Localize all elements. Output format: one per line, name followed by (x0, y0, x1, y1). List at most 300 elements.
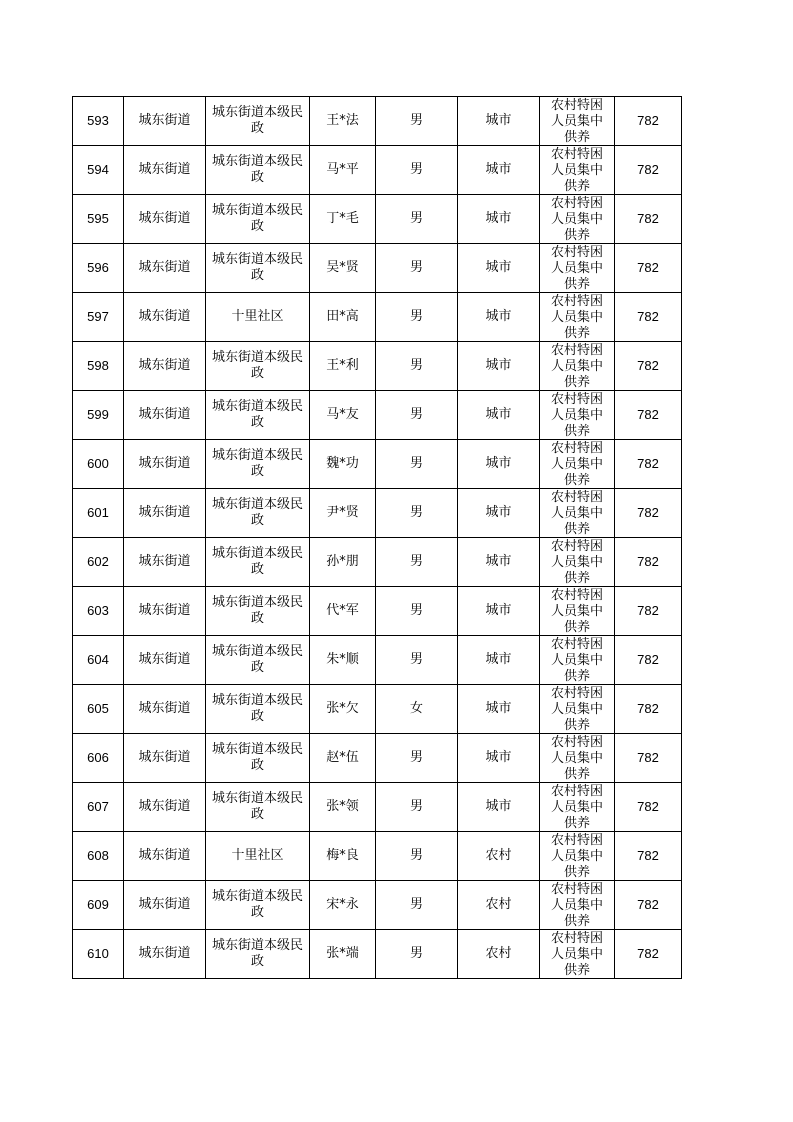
gender-cell (376, 538, 458, 587)
street-cell-text: 城东街道 (138, 554, 191, 569)
street-cell-text: 城东街道 (138, 897, 191, 912)
unit-cell (206, 930, 310, 979)
table-row (73, 146, 682, 195)
subsidy-amount-cell (615, 293, 682, 342)
support-type-cell (540, 391, 615, 440)
name-cell (310, 195, 376, 244)
street-cell-text: 城东街道 (138, 701, 191, 716)
street-cell-text: 城东街道 (138, 456, 191, 471)
gender-cell (376, 783, 458, 832)
subsidy-amount-cell-text: 782 (637, 848, 659, 863)
street-cell (124, 587, 206, 636)
table-row (73, 783, 682, 832)
name-cell-text: 梅*良 (326, 848, 359, 863)
area-cell (458, 391, 540, 440)
area-cell-text: 城市 (485, 750, 512, 765)
area-cell (458, 342, 540, 391)
gender-cell (376, 293, 458, 342)
gender-cell-text: 男 (409, 113, 423, 128)
table-row (73, 685, 682, 734)
street-cell (124, 881, 206, 930)
table-row (73, 538, 682, 587)
street-cell-text: 城东街道 (138, 750, 191, 765)
gender-cell (376, 734, 458, 783)
area-cell (458, 244, 540, 293)
support-type-cell (540, 440, 615, 489)
name-cell (310, 489, 376, 538)
gender-cell-text: 女 (409, 701, 423, 716)
street-cell-text: 城东街道 (138, 603, 191, 618)
gender-cell-text: 男 (409, 946, 423, 961)
name-cell-text: 马*友 (326, 407, 359, 422)
name-cell (310, 342, 376, 391)
subsidy-amount-cell (615, 881, 682, 930)
unit-cell (206, 489, 310, 538)
unit-cell-text: 城东街道本级民政 (211, 889, 303, 920)
gender-cell-text: 男 (409, 603, 423, 618)
subsidy-amount-cell-text: 782 (637, 799, 659, 814)
subsidy-amount-cell-text: 782 (637, 407, 659, 422)
row-number-cell-text: 607 (87, 799, 109, 814)
support-type-cell (540, 636, 615, 685)
gender-cell (376, 244, 458, 293)
gender-cell (376, 97, 458, 146)
row-number-cell (73, 538, 124, 587)
area-cell (458, 636, 540, 685)
unit-cell (206, 636, 310, 685)
support-type-cell-text: 农村特困人员集中供养 (550, 196, 603, 243)
name-cell-text: 张*欠 (326, 701, 359, 716)
name-cell-text: 王*利 (326, 358, 359, 373)
support-type-cell-text: 农村特困人员集中供养 (550, 343, 603, 390)
gender-cell-text: 男 (409, 799, 423, 814)
row-number-cell-text: 593 (87, 113, 109, 128)
name-cell-text: 田*高 (326, 309, 359, 324)
subsidy-amount-cell (615, 636, 682, 685)
unit-cell (206, 587, 310, 636)
row-number-cell (73, 587, 124, 636)
table-row (73, 636, 682, 685)
unit-cell (206, 881, 310, 930)
table-row (73, 930, 682, 979)
area-cell (458, 293, 540, 342)
unit-cell (206, 734, 310, 783)
street-cell (124, 783, 206, 832)
row-number-cell-text: 599 (87, 407, 109, 422)
table-row (73, 832, 682, 881)
subsidy-amount-cell-text: 782 (637, 897, 659, 912)
area-cell-text: 城市 (485, 113, 512, 128)
support-type-cell-text: 农村特困人员集中供养 (550, 245, 603, 292)
street-cell-text: 城东街道 (138, 113, 191, 128)
street-cell (124, 685, 206, 734)
support-type-cell (540, 195, 615, 244)
area-cell-text: 城市 (485, 358, 512, 373)
support-type-cell-text: 农村特困人员集中供养 (550, 490, 603, 537)
area-cell-text: 城市 (485, 260, 512, 275)
support-type-cell-text: 农村特困人员集中供养 (550, 588, 603, 635)
support-type-cell-text: 农村特困人员集中供养 (550, 882, 603, 929)
row-number-cell (73, 783, 124, 832)
unit-cell (206, 146, 310, 195)
name-cell (310, 930, 376, 979)
area-cell-text: 城市 (485, 652, 512, 667)
gender-cell (376, 489, 458, 538)
street-cell (124, 832, 206, 881)
area-cell (458, 538, 540, 587)
unit-cell-text: 城东街道本级民政 (211, 154, 303, 185)
table-row (73, 587, 682, 636)
unit-cell-text: 城东街道本级民政 (211, 497, 303, 528)
subsidy-amount-cell (615, 783, 682, 832)
row-number-cell-text: 610 (87, 946, 109, 961)
name-cell-text: 张*领 (326, 799, 359, 814)
row-number-cell-text: 606 (87, 750, 109, 765)
name-cell-text: 尹*贤 (326, 505, 359, 520)
unit-cell-text: 城东街道本级民政 (211, 938, 303, 969)
row-number-cell-text: 595 (87, 211, 109, 226)
street-cell (124, 489, 206, 538)
street-cell (124, 538, 206, 587)
gender-cell (376, 832, 458, 881)
roster-table (72, 96, 682, 979)
street-cell-text: 城东街道 (138, 505, 191, 520)
unit-cell-text: 十里社区 (231, 848, 284, 863)
street-cell-text: 城东街道 (138, 799, 191, 814)
street-cell (124, 146, 206, 195)
unit-cell (206, 244, 310, 293)
subsidy-amount-cell-text: 782 (637, 652, 659, 667)
street-cell-text: 城东街道 (138, 407, 191, 422)
row-number-cell (73, 342, 124, 391)
name-cell-text: 吴*贤 (326, 260, 359, 275)
row-number-cell-text: 596 (87, 260, 109, 275)
gender-cell-text: 男 (409, 848, 423, 863)
street-cell-text: 城东街道 (138, 946, 191, 961)
row-number-cell-text: 598 (87, 358, 109, 373)
unit-cell-text: 城东街道本级民政 (211, 644, 303, 675)
unit-cell (206, 293, 310, 342)
support-type-cell-text: 农村特困人员集中供养 (550, 637, 603, 684)
gender-cell-text: 男 (409, 309, 423, 324)
support-type-cell-text: 农村特困人员集中供养 (550, 147, 603, 194)
unit-cell-text: 城东街道本级民政 (211, 693, 303, 724)
subsidy-amount-cell-text: 782 (637, 946, 659, 961)
name-cell (310, 538, 376, 587)
support-type-cell-text: 农村特困人员集中供养 (550, 441, 603, 488)
table-row (73, 244, 682, 293)
support-type-cell-text: 农村特困人员集中供养 (550, 392, 603, 439)
name-cell (310, 832, 376, 881)
subsidy-amount-cell-text: 782 (637, 211, 659, 226)
name-cell-text: 丁*毛 (326, 211, 359, 226)
support-type-cell-text: 农村特困人员集中供养 (550, 833, 603, 880)
unit-cell-text: 城东街道本级民政 (211, 105, 303, 136)
street-cell-text: 城东街道 (138, 652, 191, 667)
street-cell (124, 195, 206, 244)
area-cell (458, 734, 540, 783)
unit-cell (206, 685, 310, 734)
gender-cell-text: 男 (409, 652, 423, 667)
row-number-cell (73, 244, 124, 293)
subsidy-amount-cell (615, 734, 682, 783)
unit-cell-text: 城东街道本级民政 (211, 252, 303, 283)
name-cell (310, 391, 376, 440)
street-cell (124, 244, 206, 293)
support-type-cell (540, 489, 615, 538)
subsidy-amount-cell-text: 782 (637, 260, 659, 275)
street-cell (124, 97, 206, 146)
support-type-cell (540, 783, 615, 832)
table-row (73, 342, 682, 391)
area-cell (458, 832, 540, 881)
street-cell-text: 城东街道 (138, 309, 191, 324)
table-row (73, 881, 682, 930)
name-cell (310, 881, 376, 930)
row-number-cell-text: 609 (87, 897, 109, 912)
gender-cell-text: 男 (409, 456, 423, 471)
unit-cell (206, 342, 310, 391)
support-type-cell-text: 农村特困人员集中供养 (550, 686, 603, 733)
unit-cell-text: 城东街道本级民政 (211, 595, 303, 626)
name-cell-text: 宋*永 (326, 897, 359, 912)
subsidy-amount-cell-text: 782 (637, 750, 659, 765)
subsidy-amount-cell (615, 440, 682, 489)
subsidy-amount-cell-text: 782 (637, 603, 659, 618)
area-cell (458, 783, 540, 832)
street-cell (124, 342, 206, 391)
area-cell-text: 农村 (485, 848, 512, 863)
name-cell (310, 97, 376, 146)
gender-cell-text: 男 (409, 897, 423, 912)
row-number-cell-text: 601 (87, 505, 109, 520)
gender-cell-text: 男 (409, 260, 423, 275)
subsidy-amount-cell-text: 782 (637, 505, 659, 520)
area-cell (458, 489, 540, 538)
row-number-cell (73, 440, 124, 489)
support-type-cell (540, 293, 615, 342)
subsidy-amount-cell (615, 391, 682, 440)
gender-cell-text: 男 (409, 505, 423, 520)
area-cell (458, 881, 540, 930)
subsidy-amount-cell (615, 146, 682, 195)
subsidy-amount-cell (615, 832, 682, 881)
name-cell-text: 孙*朋 (326, 554, 359, 569)
area-cell-text: 城市 (485, 701, 512, 716)
row-number-cell-text: 597 (87, 309, 109, 324)
street-cell (124, 391, 206, 440)
area-cell (458, 587, 540, 636)
row-number-cell (73, 489, 124, 538)
area-cell-text: 农村 (485, 946, 512, 961)
row-number-cell (73, 685, 124, 734)
row-number-cell-text: 602 (87, 554, 109, 569)
table-row (73, 391, 682, 440)
support-type-cell-text: 农村特困人员集中供养 (550, 784, 603, 831)
subsidy-amount-cell (615, 538, 682, 587)
support-type-cell-text: 农村特困人员集中供养 (550, 98, 603, 145)
support-type-cell-text: 农村特困人员集中供养 (550, 539, 603, 586)
subsidy-amount-cell-text: 782 (637, 162, 659, 177)
gender-cell (376, 440, 458, 489)
name-cell-text: 代*军 (326, 603, 359, 618)
name-cell (310, 293, 376, 342)
unit-cell (206, 195, 310, 244)
unit-cell-text: 城东街道本级民政 (211, 742, 303, 773)
gender-cell-text: 男 (409, 407, 423, 422)
support-type-cell (540, 685, 615, 734)
name-cell (310, 146, 376, 195)
support-type-cell (540, 146, 615, 195)
gender-cell-text: 男 (409, 162, 423, 177)
name-cell-text: 马*平 (326, 162, 359, 177)
support-type-cell (540, 832, 615, 881)
street-cell (124, 440, 206, 489)
street-cell-text: 城东街道 (138, 848, 191, 863)
support-type-cell (540, 881, 615, 930)
gender-cell (376, 930, 458, 979)
name-cell (310, 636, 376, 685)
street-cell-text: 城东街道 (138, 260, 191, 275)
street-cell-text: 城东街道 (138, 162, 191, 177)
row-number-cell-text: 608 (87, 848, 109, 863)
unit-cell-text: 城东街道本级民政 (211, 399, 303, 430)
row-number-cell-text: 604 (87, 652, 109, 667)
row-number-cell (73, 293, 124, 342)
gender-cell (376, 881, 458, 930)
support-type-cell (540, 930, 615, 979)
table-row (73, 195, 682, 244)
subsidy-amount-cell (615, 244, 682, 293)
gender-cell (376, 146, 458, 195)
row-number-cell (73, 97, 124, 146)
subsidy-amount-cell (615, 930, 682, 979)
subsidy-amount-cell (615, 489, 682, 538)
area-cell-text: 城市 (485, 456, 512, 471)
unit-cell (206, 97, 310, 146)
gender-cell-text: 男 (409, 750, 423, 765)
unit-cell (206, 440, 310, 489)
name-cell (310, 440, 376, 489)
name-cell-text: 赵*伍 (326, 750, 359, 765)
unit-cell (206, 538, 310, 587)
street-cell-text: 城东街道 (138, 358, 191, 373)
name-cell-text: 魏*功 (326, 456, 359, 471)
gender-cell-text: 男 (409, 554, 423, 569)
subsidy-amount-cell (615, 97, 682, 146)
support-type-cell (540, 538, 615, 587)
row-number-cell (73, 195, 124, 244)
area-cell-text: 城市 (485, 799, 512, 814)
subsidy-amount-cell-text: 782 (637, 309, 659, 324)
street-cell (124, 636, 206, 685)
unit-cell-text: 城东街道本级民政 (211, 791, 303, 822)
support-type-cell (540, 244, 615, 293)
subsidy-amount-cell-text: 782 (637, 701, 659, 716)
table-row (73, 440, 682, 489)
name-cell (310, 685, 376, 734)
support-type-cell (540, 587, 615, 636)
gender-cell (376, 636, 458, 685)
subsidy-amount-cell-text: 782 (637, 358, 659, 373)
row-number-cell (73, 930, 124, 979)
name-cell (310, 244, 376, 293)
area-cell-text: 城市 (485, 162, 512, 177)
subsidy-amount-cell-text: 782 (637, 456, 659, 471)
area-cell-text: 城市 (485, 505, 512, 520)
name-cell (310, 734, 376, 783)
area-cell-text: 农村 (485, 897, 512, 912)
gender-cell (376, 342, 458, 391)
area-cell-text: 城市 (485, 554, 512, 569)
support-type-cell (540, 734, 615, 783)
unit-cell-text: 城东街道本级民政 (211, 203, 303, 234)
gender-cell (376, 391, 458, 440)
gender-cell (376, 685, 458, 734)
table-row (73, 734, 682, 783)
row-number-cell (73, 832, 124, 881)
row-number-cell-text: 594 (87, 162, 109, 177)
subsidy-amount-cell (615, 587, 682, 636)
gender-cell-text: 男 (409, 211, 423, 226)
street-cell (124, 293, 206, 342)
name-cell-text: 王*法 (326, 113, 359, 128)
unit-cell-text: 十里社区 (231, 309, 284, 324)
area-cell (458, 930, 540, 979)
area-cell-text: 城市 (485, 407, 512, 422)
name-cell (310, 783, 376, 832)
support-type-cell (540, 97, 615, 146)
unit-cell (206, 783, 310, 832)
gender-cell (376, 195, 458, 244)
area-cell (458, 97, 540, 146)
roster-body (73, 97, 682, 979)
name-cell-text: 张*端 (326, 946, 359, 961)
unit-cell (206, 832, 310, 881)
table-row (73, 489, 682, 538)
area-cell-text: 城市 (485, 211, 512, 226)
support-type-cell-text: 农村特困人员集中供养 (550, 931, 603, 978)
name-cell-text: 朱*顺 (326, 652, 359, 667)
street-cell (124, 930, 206, 979)
street-cell (124, 734, 206, 783)
support-type-cell-text: 农村特困人员集中供养 (550, 294, 603, 341)
subsidy-amount-cell (615, 685, 682, 734)
name-cell (310, 587, 376, 636)
street-cell-text: 城东街道 (138, 211, 191, 226)
row-number-cell-text: 603 (87, 603, 109, 618)
area-cell-text: 城市 (485, 309, 512, 324)
subsidy-amount-cell (615, 195, 682, 244)
subsidy-amount-cell-text: 782 (637, 113, 659, 128)
area-cell (458, 195, 540, 244)
subsidy-amount-cell (615, 342, 682, 391)
row-number-cell (73, 146, 124, 195)
row-number-cell-text: 600 (87, 456, 109, 471)
subsidy-amount-cell-text: 782 (637, 554, 659, 569)
unit-cell-text: 城东街道本级民政 (211, 350, 303, 381)
unit-cell-text: 城东街道本级民政 (211, 546, 303, 577)
area-cell-text: 城市 (485, 603, 512, 618)
row-number-cell (73, 734, 124, 783)
area-cell (458, 440, 540, 489)
gender-cell-text: 男 (409, 358, 423, 373)
row-number-cell (73, 881, 124, 930)
unit-cell (206, 391, 310, 440)
row-number-cell (73, 391, 124, 440)
gender-cell (376, 587, 458, 636)
area-cell (458, 685, 540, 734)
